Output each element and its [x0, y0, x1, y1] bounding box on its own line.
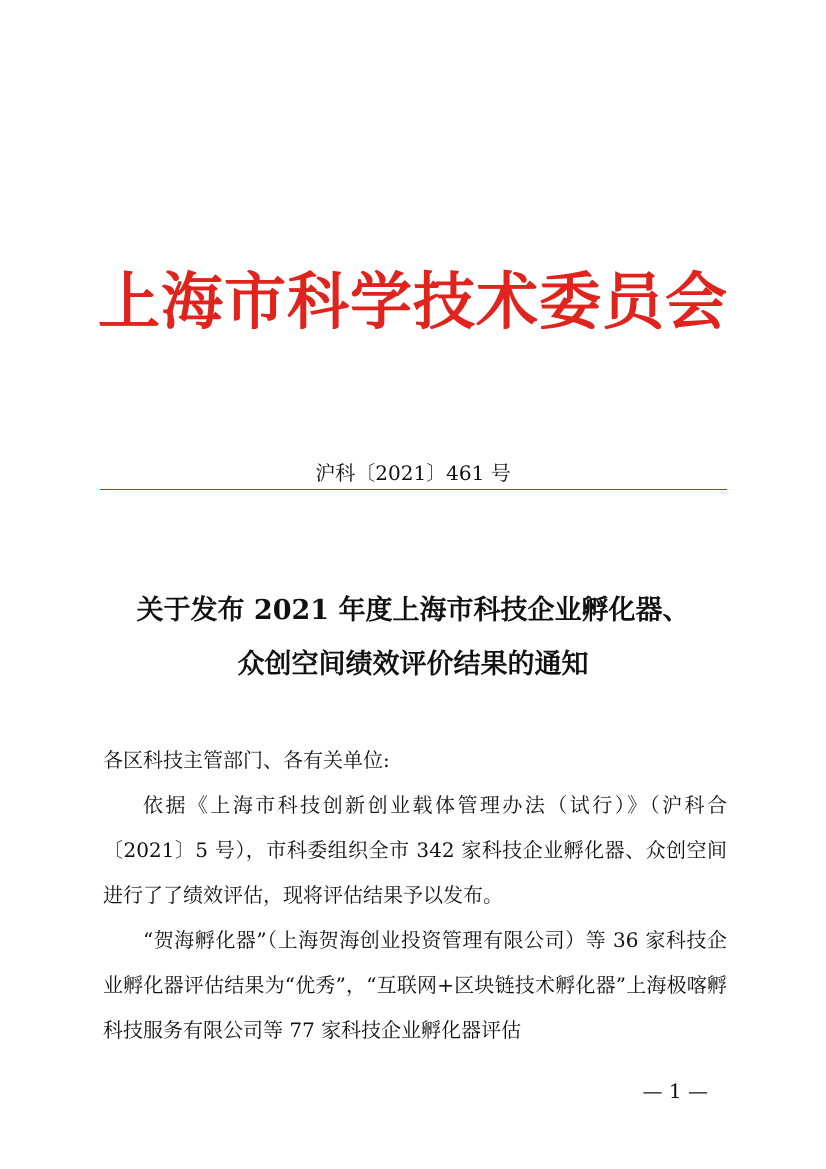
body-paragraph: “贺海孵化器”（上海贺海创业投资管理有限公司）等 36 家科技企业孵化器评估结果为“优秀”，“互联网+区块链技术孵化器”上海极喀孵科技服务有限公司等 77 家科技企业孵化器评估: [103, 928, 727, 1042]
red-divider-rule: [100, 489, 727, 490]
page-number: — 1 —: [642, 1079, 708, 1103]
issuing-organization-header: 上海市科学技术委员会: [97, 265, 728, 338]
salutation: 各区科技主管部门、各有关单位:: [103, 748, 390, 772]
body-paragraph: 依据《上海市科技创新创业载体管理办法（试行）》（沪科合〔2021〕5 号），市科委组织全市 342 家科技企业孵化器、众创空间进行了了绩效评估，现将评估结果予以发布。: [103, 793, 727, 907]
notice-body: [103, 738, 727, 1053]
document-number: 沪科〔2021〕461 号: [315, 461, 511, 485]
notice-title-line-2: 众创空间绩效评价结果的通知: [237, 649, 589, 680]
notice-title-line-1: 关于发布 2021 年度上海市科技企业孵化器、: [136, 595, 690, 626]
notice-title: [0, 584, 826, 692]
